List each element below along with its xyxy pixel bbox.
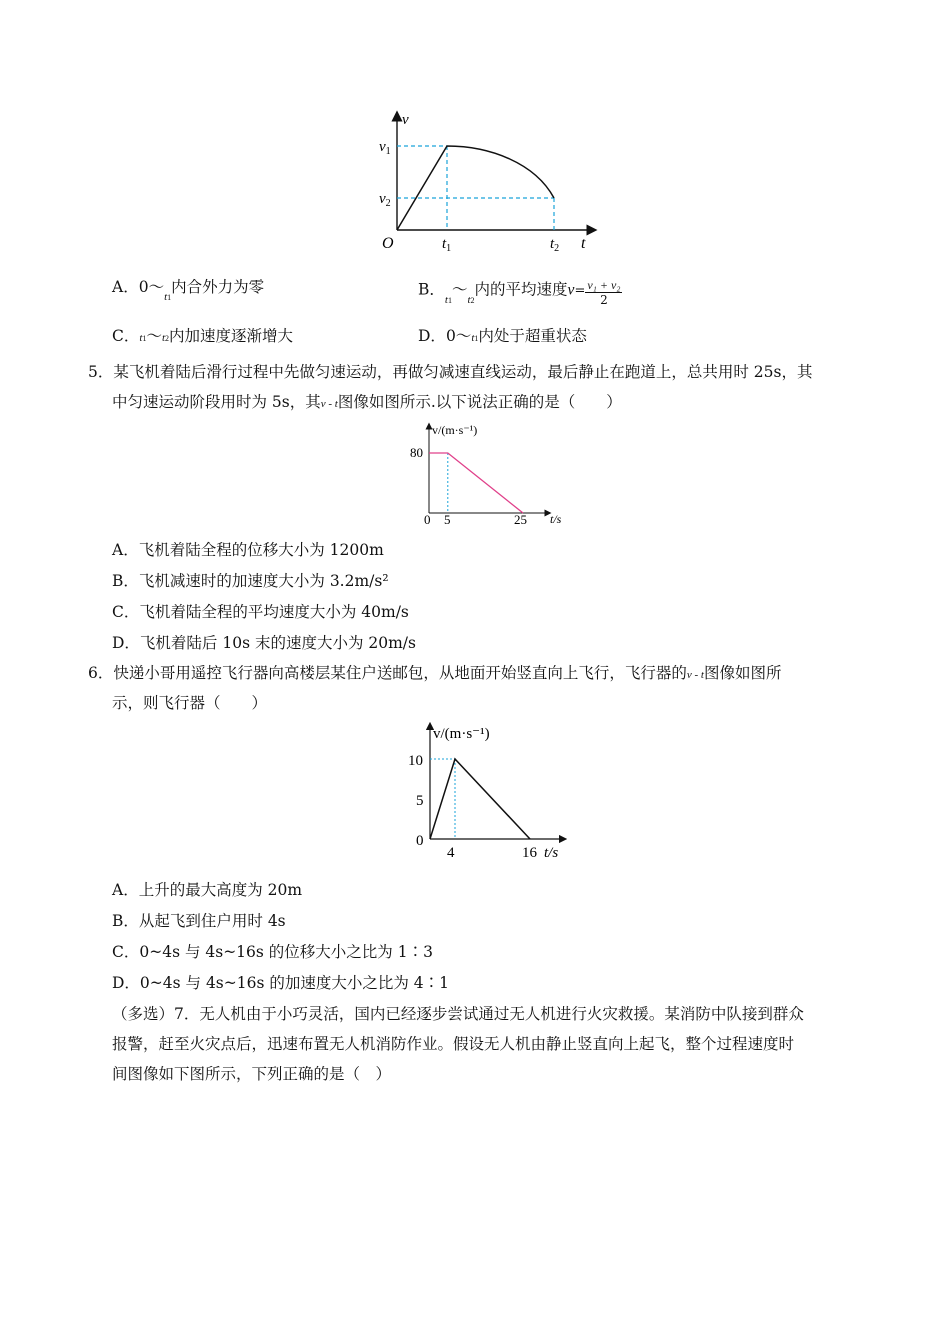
q6-y-tick-0: 0 xyxy=(416,833,424,849)
q6-y-tick-5: 5 xyxy=(416,793,424,809)
q6-stem-line1: 6．快递小哥用遥控飞行器向高楼层某住户送邮包，从地面开始竖直向上飞行，飞行器的v - t图像如图所 xyxy=(88,664,782,682)
q6-option-c: C．0~4s 与 4s~16s 的位移大小之比为 1∶3 xyxy=(112,943,433,961)
q5-option-d: D．飞机着陆后 10s 末的速度大小为 20m/s xyxy=(112,634,416,652)
q5-x-tick-0: 0 xyxy=(424,512,431,527)
q5-option-b: B．飞机减速时的加速度大小为 3.2m/s² xyxy=(112,572,389,590)
q7-stem-line3: 间图像如下图所示，下列正确的是（ ） xyxy=(112,1065,392,1083)
q6-y-tick-10: 10 xyxy=(408,753,423,769)
q6-stem-line2: 示，则飞行器（ ） xyxy=(112,694,268,712)
q6-x-tick-4: 4 xyxy=(447,845,455,861)
q4-origin-label: O xyxy=(382,235,394,252)
q4-t2-label: $t_2$ xyxy=(550,236,560,254)
q5-x-label: t/s xyxy=(550,512,562,526)
q4-option-c: C．t1～t2内加速度逐渐增大 xyxy=(112,327,294,345)
q5-x-tick-5: 5 xyxy=(444,512,451,527)
q4-v2-label: $v_2$ xyxy=(379,191,391,209)
q4-option-d: D．0～t1内处于超重状态 xyxy=(418,327,587,345)
q4-option-a: A．$0\sim_{t1}$内合外力为零 xyxy=(112,278,265,303)
q5-y-tick-80: 80 xyxy=(410,445,423,460)
q4-option-b: B．$_{t1}\sim_{t2}$内的平均速度v= $\frac{\text{v₁ + v₂}}{2}$ xyxy=(418,278,621,307)
q5-option-a: A．飞机着陆全程的位移大小为 1200m xyxy=(112,541,384,559)
q4-t1-label: $t_1$ xyxy=(442,236,452,254)
q6-velocity-line xyxy=(430,759,530,839)
q6-option-a: A．上升的最大高度为 20m xyxy=(112,881,303,899)
q5-y-label: v/(m·s⁻¹) xyxy=(432,423,478,437)
q6-x-tick-16: 16 xyxy=(522,845,537,861)
q5-stem-line1: 5．某飞机着陆后滑行过程中先做匀速运动，再做匀减速直线运动，最后静止在跑道上，总共用时 25s，其 xyxy=(88,363,813,381)
q7-stem-line1: （多选）7．无人机由于小巧灵活，国内已经逐步尝试通过无人机进行火灾救援。某消防中队接到群众 xyxy=(112,1005,804,1023)
q6-vt-chart xyxy=(405,720,575,865)
q4-x-label: t xyxy=(581,235,586,252)
q5-velocity-line xyxy=(429,453,523,513)
q5-stem-line2: 中匀速运动阶段用时为 5s，其v - t图像如图所示.以下说法正确的是（ ） xyxy=(112,393,622,411)
q7-stem-line2: 报警，赶至火灾点后，迅速布置无人机消防作业。假设无人机由静止竖直向上起飞，整个过程速度时 xyxy=(112,1035,795,1053)
q4-v1-label: $v_1$ xyxy=(379,139,391,157)
q4-velocity-curve xyxy=(397,146,554,230)
q6-option-b: B．从起飞到住户用时 4s xyxy=(112,912,286,930)
q6-option-d: D．0~4s 与 4s~16s 的加速度大小之比为 4∶1 xyxy=(112,974,450,992)
q6-y-label: v/(m·s⁻¹) xyxy=(433,726,490,742)
q4-y-label: v xyxy=(402,112,409,128)
q5-vt-chart xyxy=(400,420,575,532)
q5-x-tick-25: 25 xyxy=(514,512,527,527)
q4-vt-graph xyxy=(370,108,610,258)
q5-option-c: C．飞机着陆全程的平均速度大小为 40m/s xyxy=(112,603,409,621)
q6-x-label: t/s xyxy=(544,845,559,861)
q4-option-b-fraction: $\frac{\text{v₁ + v₂}}{2}$ xyxy=(587,278,621,307)
